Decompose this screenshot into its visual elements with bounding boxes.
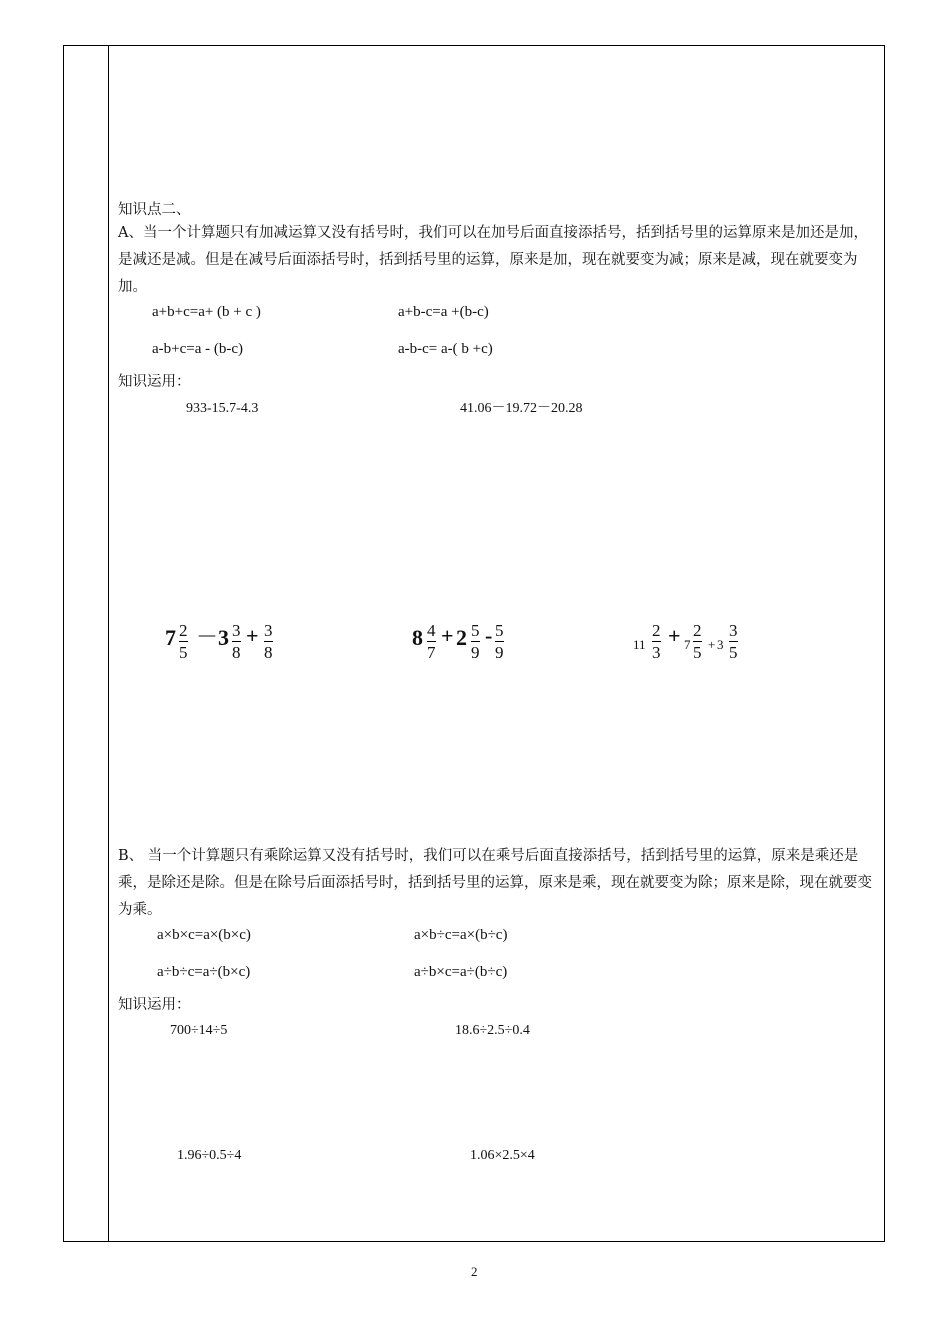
fraction (232, 622, 241, 661)
numerator: 3 (264, 621, 273, 640)
whole-number: 7 (684, 637, 691, 652)
exercise-b4: 1.06×2.5×4 (470, 1148, 535, 1163)
denominator: 8 (264, 643, 273, 662)
denominator: 5 (729, 643, 738, 662)
numerator: 4 (427, 621, 436, 640)
whole-number: 11 (633, 637, 646, 652)
formula-b2: a×b÷c=a×(b÷c) (414, 927, 508, 943)
page-number: 2 (471, 1264, 478, 1279)
formula-a3: a-b+c=a - (b-c) (152, 341, 244, 357)
fraction (495, 622, 504, 661)
operator: － (196, 624, 219, 649)
formula-b1: a×b×c=a×(b×c) (157, 927, 251, 943)
denominator: 5 (179, 643, 188, 662)
practice-label-b: 知识运用： (118, 997, 191, 1013)
practice-label-a: 知识运用： (118, 374, 191, 390)
numerator: 2 (693, 621, 702, 640)
fraction (179, 622, 188, 661)
exercise-b1: 700÷14÷5 (170, 1023, 228, 1038)
section-heading: 知识点二、 (118, 202, 191, 218)
denominator: 9 (471, 643, 480, 662)
fraction (729, 622, 738, 661)
numerator: 3 (232, 621, 241, 640)
operator: + (668, 623, 681, 648)
whole-number: 3 (218, 625, 229, 650)
fraction (264, 622, 273, 661)
exercise-b3: 1.96÷0.5÷4 (177, 1148, 242, 1163)
numerator: 5 (471, 621, 480, 640)
denominator: 8 (232, 643, 241, 662)
operator: + (246, 623, 259, 648)
denominator: 7 (427, 643, 436, 662)
section-b-paragraph: B、 当一个计算题只有乘除运算又没有括号时，我们可以在乘号后面直接添括号，括到括号里的运算，原来是乘还是乘，是除还是除。但是在除号后面添括号时，括到括号里的运算，原来是乘，现在就要变为除；原来是除，现在就要变为乘。 (118, 848, 872, 918)
whole-number: 8 (412, 625, 423, 650)
numerator: 3 (729, 621, 738, 640)
operator: + (708, 637, 716, 652)
denominator: 5 (693, 643, 702, 662)
whole-number: 3 (717, 637, 724, 652)
exercise-b2: 18.6÷2.5÷0.4 (455, 1023, 530, 1038)
numerator: 2 (652, 621, 661, 640)
formula-a4: a-b-c= a-( b +c) (398, 341, 493, 357)
fraction (471, 622, 480, 661)
denominator: 9 (495, 643, 504, 662)
formula-a2: a+b-c=a +(b-c) (398, 304, 489, 320)
section-a-paragraph: A、当一个计算题只有加减运算又没有括号时，我们可以在加号后面直接添括号，括到括号里的运算原来是加还是加，是减还是减。但是在减号后面添括号时，括到括号里的运算，原来是加，现在就要变为减；原来是减，现在就要变为加。 (118, 225, 868, 295)
exercise-a1: 933-15.7-4.3 (186, 401, 259, 416)
formula-a1: a+b+c=a+ (b + c ) (152, 304, 261, 320)
numerator: 2 (179, 621, 188, 640)
whole-number: 2 (456, 625, 467, 650)
operator: - (485, 623, 493, 648)
whole-number: 7 (165, 625, 176, 650)
denominator: 3 (652, 643, 661, 662)
formula-b3: a÷b÷c=a÷(b×c) (157, 964, 251, 980)
numerator: 5 (495, 621, 504, 640)
column-divider (108, 45, 109, 1242)
fraction (693, 622, 702, 661)
fraction (427, 622, 436, 661)
exercise-a2: 41.06－19.72－20.28 (460, 401, 583, 416)
fraction (652, 622, 661, 661)
formula-b4: a÷b×c=a÷(b÷c) (414, 964, 508, 980)
operator: + (441, 623, 454, 648)
